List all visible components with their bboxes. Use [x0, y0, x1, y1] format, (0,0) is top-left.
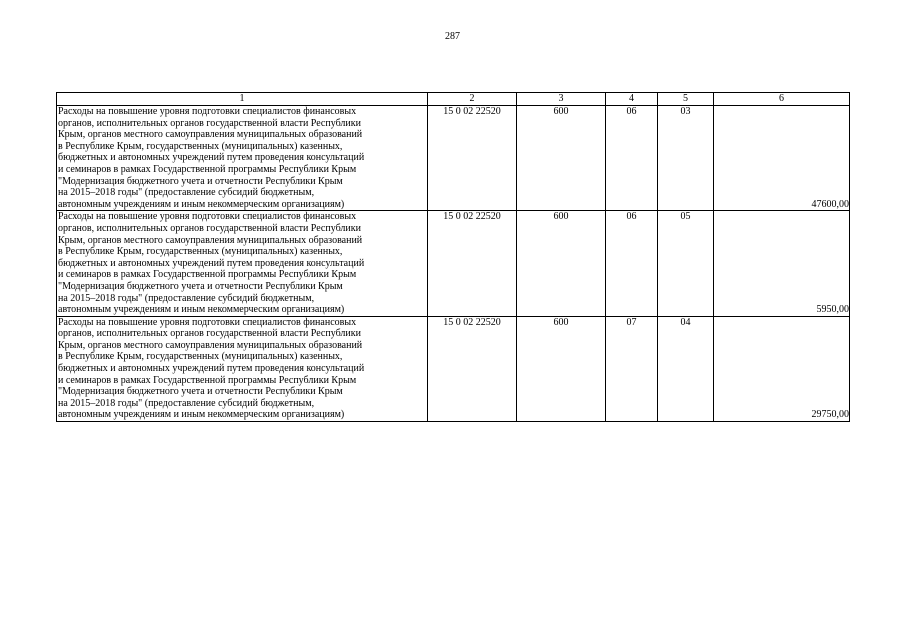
target-article-code: 15 0 02 22520	[428, 211, 517, 316]
column-header: 3	[517, 93, 606, 106]
section-code: 06	[606, 211, 658, 316]
table-row	[57, 106, 850, 211]
table-header-row	[57, 93, 850, 106]
expense-description: Расходы на повышение уровня подготовки специалистов финансовых органов, исполнительных органов государственной власти Республики Крым, органов местного самоуправления муниципальных образований в Республике Крым, государственных (муниципальных) казенных, бюджетных и автономных учреждений путем проведения консультаций и семинаров в рамках Государственной программы Республики Крым "Модернизация бюджетного учета и отчетности Республики Крым на 2015–2018 годы" (предоставление субсидий бюджетным, автономным учреждениям и иным некоммерческим организациям)	[57, 316, 428, 421]
table-row	[57, 316, 850, 421]
section-code: 07	[606, 316, 658, 421]
subsection-code: 05	[658, 211, 714, 316]
expense-type-code: 600	[517, 316, 606, 421]
table-row	[57, 211, 850, 316]
subsection-code: 03	[658, 106, 714, 211]
column-header: 6	[714, 93, 850, 106]
expense-type-code: 600	[517, 106, 606, 211]
subsection-code: 04	[658, 316, 714, 421]
column-header: 2	[428, 93, 517, 106]
amount: 47600,00	[714, 106, 850, 211]
budget-table	[56, 92, 850, 422]
page-number: 287	[445, 31, 460, 42]
expense-description: Расходы на повышение уровня подготовки специалистов финансовых органов, исполнительных органов государственной власти Республики Крым, органов местного самоуправления муниципальных образований в Республике Крым, государственных (муниципальных) казенных, бюджетных и автономных учреждений путем проведения консультаций и семинаров в рамках Государственной программы Республики Крым "Модернизация бюджетного учета и отчетности Республики Крым на 2015–2018 годы" (предоставление субсидий бюджетным, автономным учреждениям и иным некоммерческим организациям)	[57, 211, 428, 316]
expense-type-code: 600	[517, 211, 606, 316]
column-header: 5	[658, 93, 714, 106]
expense-description: Расходы на повышение уровня подготовки специалистов финансовых органов, исполнительных органов государственной власти Республики Крым, органов местного самоуправления муниципальных образований в Республике Крым, государственных (муниципальных) казенных, бюджетных и автономных учреждений путем проведения консультаций и семинаров в рамках Государственной программы Республики Крым "Модернизация бюджетного учета и отчетности Республики Крым на 2015–2018 годы" (предоставление субсидий бюджетным, автономным учреждениям и иным некоммерческим организациям)	[57, 106, 428, 211]
column-header: 1	[57, 93, 428, 106]
amount: 5950,00	[714, 211, 850, 316]
amount: 29750,00	[714, 316, 850, 421]
target-article-code: 15 0 02 22520	[428, 106, 517, 211]
target-article-code: 15 0 02 22520	[428, 316, 517, 421]
section-code: 06	[606, 106, 658, 211]
column-header: 4	[606, 93, 658, 106]
